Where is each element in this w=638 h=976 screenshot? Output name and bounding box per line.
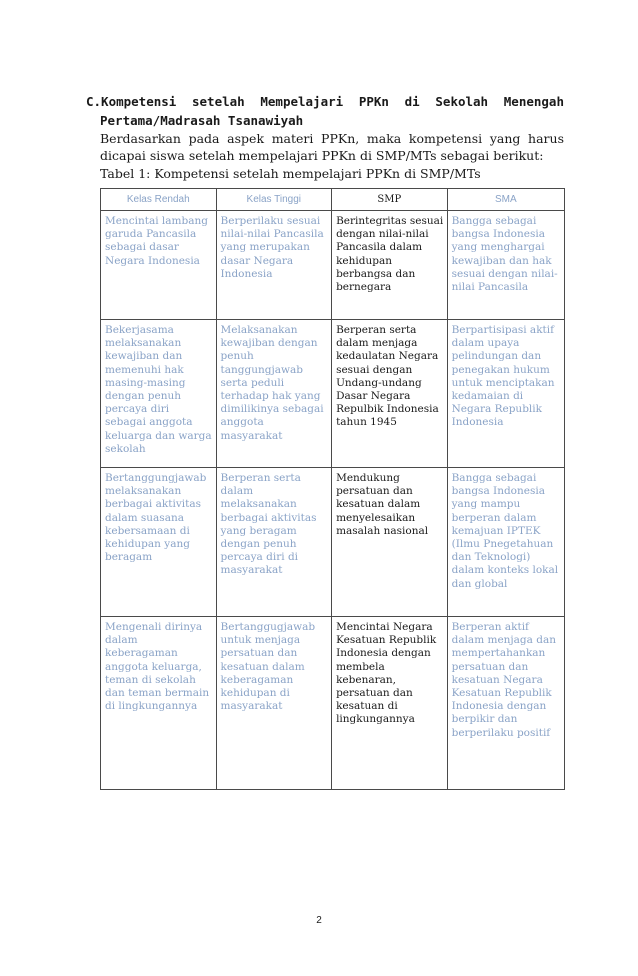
heading-word: Sekolah xyxy=(435,94,489,109)
table-cell: Berperan serta dalam menjaga kedaulatan Negara sesuai dengan Undang-undang Dasar Negara Repulbik Indonesia tahun 1945 xyxy=(332,320,448,468)
table-cell: Mengenali dirinya dalam keberagaman anggota keluarga, teman di sekolah dan teman bermain di lingkungannya xyxy=(101,617,217,790)
heading-word: setelah xyxy=(192,94,245,109)
table-cell: Bangga sebagai bangsa Indonesia yang menghargai kewajiban dan hak sesuai dengan nilai-nilai Pancasila xyxy=(447,211,564,320)
table-row xyxy=(101,211,565,320)
table-cell: Bekerjasama melaksanakan kewajiban dan memenuhi hak masing-masing dengan penuh percaya diri sebagai anggota keluarga dan warga sekolah xyxy=(101,320,217,468)
table-cell: Bertanggugjawab untuk menjaga persatuan dan kesatuan dalam keberagaman kehidupan di masyarakat xyxy=(216,617,332,790)
header-kelas-rendah: Kelas Rendah xyxy=(101,189,217,211)
table-row xyxy=(101,320,565,468)
table-cell: Bangga sebagai bangsa Indonesia yang mampu berperan dalam kemajuan IPTEK (Ilmu Pnegetahuan dan Teknologi) dalam konteks lokal dan global xyxy=(447,468,564,617)
heading-word: C.Kompetensi xyxy=(86,94,177,109)
table-row xyxy=(101,617,565,790)
intro-paragraph: Berdasarkan pada aspek materi PPKn, maka kompetensi yang harus dicapai siswa setelah mempelajari PPKn di SMP/MTs sebagai berikut: xyxy=(100,131,564,163)
table-cell: Berperilaku sesuai nilai-nilai Pancasila yang merupakan dasar Negara Indonesia xyxy=(216,211,332,320)
competency-table xyxy=(100,188,565,790)
table-cell: Mencintai lambang garuda Pancasila sebagai dasar Negara Indonesia xyxy=(101,211,217,320)
heading-word: di xyxy=(404,94,420,109)
table-cell: Berperan serta dalam melaksanakan berbagai aktivitas yang beragam dengan penuh percaya diri di masyarakat xyxy=(216,468,332,617)
table-row xyxy=(101,468,565,617)
section-heading-line2: Pertama/Madrasah Tsanawiyah xyxy=(100,113,304,128)
table-cell: Melaksanakan kewajiban dengan penuh tanggungjawab serta peduli terhadap hak yang dimilikinya sebagai anggota masyarakat xyxy=(216,320,332,468)
table-cell: Berintegritas sesuai dengan nilai-nilai Pancasila dalam kehidupan berbangsa dan bernegara xyxy=(332,211,448,320)
table-caption: Tabel 1: Kompetensi setelah mempelajari PPKn di SMP/MTs xyxy=(100,166,481,181)
table-header-row xyxy=(101,189,565,211)
section-heading xyxy=(86,92,564,130)
table-cell: Berperan aktif dalam menjaga dan mempertahankan persatuan dan kesatuan Negara Kesatuan Republik Indonesia dengan berpikir dan berperilaku positif xyxy=(447,617,564,790)
table-cell: Mencintai Negara Kesatuan Republik Indonesia dengan membela kebenaran, persatuan dan kesatuan di lingkungannya xyxy=(332,617,448,790)
table-cell: Mendukung persatuan dan kesatuan dalam menyelesaikan masalah nasional xyxy=(332,468,448,617)
page-number: 2 xyxy=(316,915,322,926)
section-heading-line1 xyxy=(86,92,564,111)
table-cell: Berpartisipasi aktif dalam upaya pelindungan dan penegakan hukum untuk menciptakan kedamaian di Negara Republik Indonesia xyxy=(447,320,564,468)
header-kelas-tinggi: Kelas Tinggi xyxy=(216,189,332,211)
heading-word: Mempelajari xyxy=(260,94,344,109)
heading-word: Menengah xyxy=(503,94,564,109)
header-smp: SMP xyxy=(332,189,448,211)
header-sma: SMA xyxy=(447,189,564,211)
heading-word: PPKn xyxy=(358,94,389,109)
table-cell: Bertanggungjawab melaksanakan berbagai aktivitas dalam suasana kebersamaan di kehidupan yang beragam xyxy=(101,468,217,617)
